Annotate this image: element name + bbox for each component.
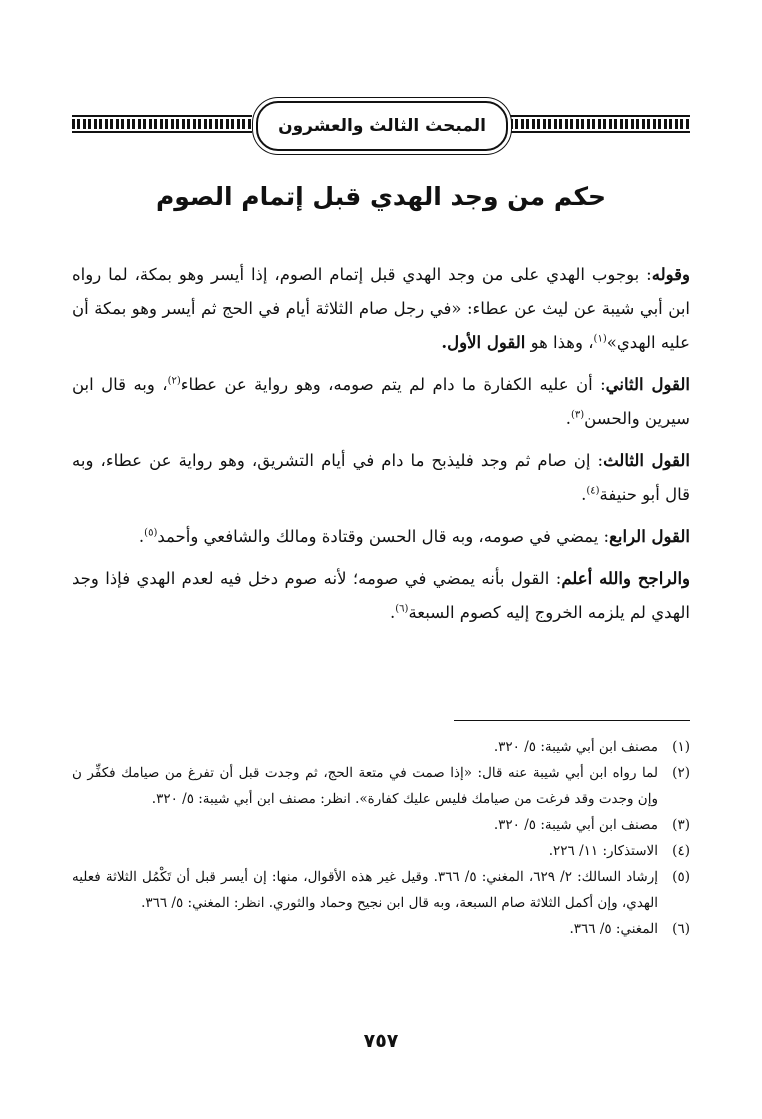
page-number: ٧٥٧ xyxy=(363,1030,399,1052)
footnote-text: إرشاد السالك: ٢/ ٦٢٩، المغني: ٥/ ٣٦٦. وقيل غير هذه الأقوال، منها: إن أيسر قبل أن تَكْمُل الثلاثة فعليه الهدي، وإن أكمل الثلاثة صام السبعة، وبه قال ابن نجيح وحماد والثوري. انظر: المغني: ٥/ ٣٦٦. xyxy=(72,869,658,911)
paragraph-end: . xyxy=(138,527,145,546)
footnote-number: (٥) xyxy=(672,869,690,885)
paragraph-text: : إن صام ثم وجد فليذبح ما دام في أيام التشريق، وهو رواية عن عطاء، وبه قال أبو حنيفة xyxy=(72,451,690,504)
footnote xyxy=(72,734,690,760)
paragraph-text: : بوجوب الهدي على من وجد الهدي قبل إتمام الصوم، إذا أيسر وهو بمكة، لما رواه ابن أبي شيبة عن ليث عن عطاء: «في رجل صام الثلاثة أيام في الحج ثم أيسر وهو بمكة أن عليه الهدي» xyxy=(72,265,690,352)
footnote xyxy=(72,916,690,942)
paragraph-1 xyxy=(72,258,690,360)
lead-phrase: القول الرابع xyxy=(609,527,690,546)
footnote-ref: (٢) xyxy=(167,375,181,387)
footnote xyxy=(72,838,690,864)
paragraph-end: . xyxy=(390,603,396,622)
paragraph-text: ، وبه قال ابن سيرين والحسن xyxy=(72,375,690,428)
lead-phrase: والراجح والله أعلم xyxy=(561,569,690,588)
footnote-number: (٤) xyxy=(672,843,690,859)
paragraph-end: . xyxy=(581,485,587,504)
section-label-frame xyxy=(256,101,508,151)
paragraph-text: : القول بأنه يمضي في صومه؛ لأنه صوم دخل فيه لعدم الهدي فإذا وجد الهدي لم يلزمه الخروج إليه كصوم السبعة xyxy=(72,569,690,622)
paragraph-text: ، وهذا هو xyxy=(525,333,594,352)
emphasis-text: القول الأول. xyxy=(441,333,526,352)
paragraph-5 xyxy=(72,562,690,630)
main-text xyxy=(72,258,690,638)
footnote xyxy=(72,864,690,916)
footnote-number: (٦) xyxy=(672,921,690,937)
paragraph-2 xyxy=(72,368,690,436)
footnote-text: الاستذكار: ١١/ ٢٢٦. xyxy=(548,843,658,859)
lead-phrase: وقوله xyxy=(651,265,690,284)
section-label: المبحث الثالث والعشرون xyxy=(278,116,486,136)
footnote-ref: (١) xyxy=(593,333,607,345)
paragraph-text: : أن عليه الكفارة ما دام لم يتم صومه، وهو رواية عن عطاء xyxy=(180,375,606,394)
lead-phrase: القول الثالث xyxy=(603,451,690,470)
footnotes xyxy=(72,734,690,942)
footnote-text: مصنف ابن أبي شيبة: ٥/ ٣٢٠. xyxy=(493,739,658,755)
section-header xyxy=(72,95,690,147)
paragraph-end: . xyxy=(565,409,571,428)
paragraph-text: : يمضي في صومه، وبه قال الحسن وقتادة ومالك والشافعي وأحمد xyxy=(157,527,610,546)
footnote-ref: (٥) xyxy=(144,527,158,539)
footnote-text: لما رواه ابن أبي شيبة عنه قال: «إذا صمت في متعة الحج، ثم وجدت قبل أن تفرغ من صيامك فكفِّر ن وإن وجدت وقد فرغت من صيامك فليس عليك كفارة». انظر: مصنف ابن أبي شيبة: ٥/ ٣٢٠. xyxy=(72,765,658,807)
footnote xyxy=(72,760,690,812)
footnote-text: مصنف ابن أبي شيبة: ٥/ ٣٢٠. xyxy=(493,817,658,833)
footnote-number: (٢) xyxy=(672,765,690,781)
ornament-border-left xyxy=(72,119,252,129)
footnote-ref: (٦) xyxy=(395,603,409,615)
footnote-ref: (٤) xyxy=(586,485,600,497)
footnote-ref: (٣) xyxy=(570,409,585,421)
paragraph-3 xyxy=(72,444,690,512)
footnote xyxy=(72,812,690,838)
footnote-divider xyxy=(454,720,690,721)
footnote-number: (١) xyxy=(672,739,690,755)
paragraph-4 xyxy=(72,520,690,554)
page-title: حكم من وجد الهدي قبل إتمام الصوم xyxy=(155,182,607,211)
footnote-text: المغني: ٥/ ٣٦٦. xyxy=(569,921,658,937)
footnote-number: (٣) xyxy=(672,817,690,833)
ornament-border-right xyxy=(510,119,690,129)
lead-phrase: القول الثاني xyxy=(605,375,690,394)
